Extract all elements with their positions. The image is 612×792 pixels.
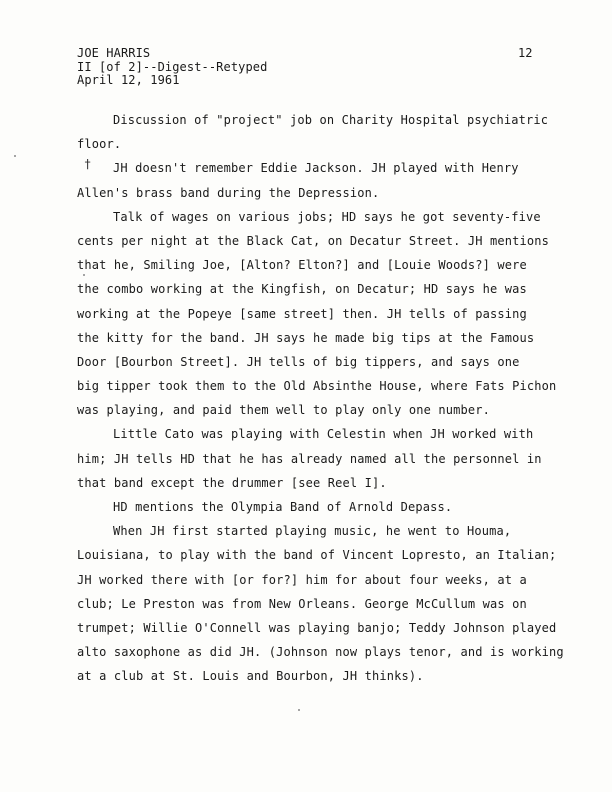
- transcript-line: big tipper took them to the Old Absinthe House, where Fats Pichon: [77, 379, 557, 394]
- transcript-line: floor.: [77, 137, 122, 152]
- transcript-line: at a club at St. Louis and Bourbon, JH thinks).: [77, 669, 424, 684]
- scan-speck: [14, 155, 16, 157]
- header-reel-info: II [of 2]--Digest--Retyped: [77, 59, 268, 74]
- transcript-line: Louisiana, to play with the band of Vincent Lopresto, an Italian;: [77, 548, 557, 563]
- transcript-line: the combo working at the Kingfish, on Decatur; HD says he was: [77, 282, 527, 297]
- transcript-line: working at the Popeye [same street] then. JH tells of passing: [77, 306, 527, 321]
- transcript-line: that he, Smiling Joe, [Alton? Elton?] and [Louie Woods?] were: [77, 258, 527, 273]
- transcript-line: Discussion of "project" job on Charity Hospital psychiatric: [113, 113, 549, 127]
- transcript-line: the kitty for the band. JH says he made big tips at the Famous: [77, 330, 535, 345]
- transcript-line: that band except the drummer [see Reel I].: [77, 475, 387, 490]
- transcript-line: club; Le Preston was from New Orleans. George McCullum was on: [77, 596, 527, 611]
- transcript-line: HD mentions the Olympia Band of Arnold Depass.: [113, 500, 453, 514]
- scan-speck: [83, 274, 85, 276]
- transcript-line: When JH first started playing music, he went to Houma,: [113, 524, 512, 539]
- transcript-line: alto saxophone as did JH. (Johnson now plays tenor, and is working: [77, 645, 564, 660]
- transcript-body: [77, 108, 564, 689]
- transcript-line: was playing, and paid them well to play only one number.: [77, 403, 490, 418]
- transcript-line: him; JH tells HD that he has already named all the personnel in: [77, 451, 542, 466]
- scan-speck: [298, 709, 300, 711]
- transcript-line: JH worked there with [or for?] him for about four weeks, at a: [77, 572, 527, 587]
- transcript-line: Allen's brass band during the Depression.: [77, 185, 380, 200]
- transcript-line: cents per night at the Black Cat, on Decatur Street. JH mentions: [77, 233, 549, 248]
- margin-dagger-mark: †: [84, 157, 92, 171]
- header-date: April 12, 1961: [77, 73, 180, 87]
- transcript-line: Door [Bourbon Street]. JH tells of big tippers, and says one: [77, 354, 520, 369]
- page-number: 12: [518, 46, 533, 60]
- transcript-line: trumpet; Willie O'Connell was playing banjo; Teddy Johnson played: [77, 620, 557, 635]
- transcript-line: JH doesn't remember Eddie Jackson. JH played with Henry: [113, 161, 519, 176]
- transcript-line: Little Cato was playing with Celestin when JH worked with: [113, 427, 534, 442]
- document-header: [77, 47, 267, 88]
- transcript-line: Talk of wages on various jobs; HD says he got seventy-five: [113, 209, 541, 224]
- header-interviewee: JOE HARRIS: [77, 46, 151, 60]
